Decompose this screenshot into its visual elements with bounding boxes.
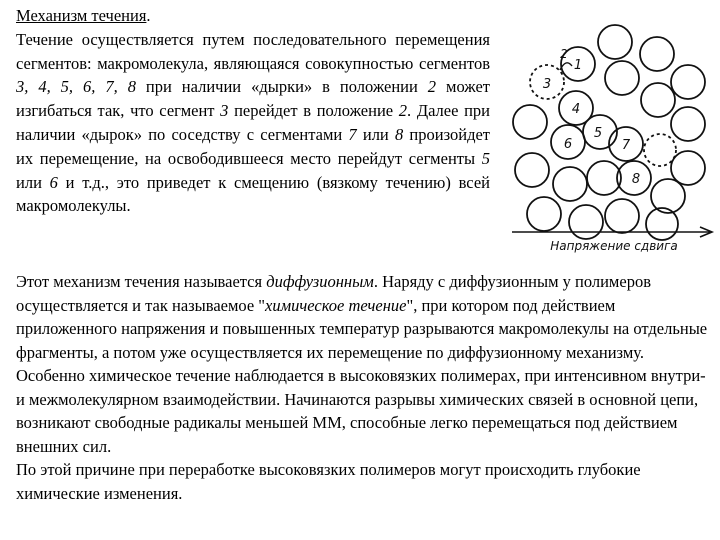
segment-label-4: 4 [571,102,581,117]
intro-text-7: и т.д., это приведет к смещению (вязкому течению) всей макромолекулы. [16,172,490,216]
segment-label-7: 7 [621,138,631,153]
intro-text-4: перейдет в положение [228,101,399,121]
segment-number: 5 [481,148,490,168]
segment-circle [587,161,621,195]
intro-text-3: может изгибаться так, что сегмент [16,77,491,121]
intro-text-2: при наличии «дырки» в положении [135,77,428,97]
intro-text-1: Течение осуществляется путем последовательного перемещения сегментов: макромолекула, являющаяся совокупностью сегментов [16,29,490,73]
main-text [16,270,716,505]
segment-diagram-svg [510,18,720,258]
segment-label-3: 3 [542,77,552,92]
segment-diagram [510,18,720,258]
paragraph-2: Особенно химическое течение наблюдается в высоковязких полимерах, при интенсивном внутри- и межмолекулярном взаимодействии. Начинаются разрывы химических связей в основной цепи, возникают свободные радикалы меньшей ММ, способные легко перемещаться под действием внешних сил. [16,366,706,456]
intro-text-6: произойдет их перемещение, на освободившееся место перейдут сегменты [16,124,491,168]
segment-numbers: 3, 4, 5, 6, 7, 8 [16,77,136,97]
segment-number: 3 [220,101,229,121]
intro-paragraph [16,4,490,218]
section-heading: Механизм течения [16,6,147,25]
term-chemical-flow: химическое течение [265,295,407,315]
intro-text-5: . Далее при наличии «дырок» по соседству с сегментами [16,101,490,144]
segment-label-8: 8 [631,172,641,187]
segment-circle [598,25,632,59]
segment-label-1: 1 [573,58,583,73]
segment-number: 8 [394,124,404,144]
segment-circle [527,197,561,231]
segment-label-6: 6 [563,137,573,152]
paragraph-1 [16,270,716,364]
p1-text-b: . Наряду с диффузионным у полимеров осуществляется и так называемое " [16,272,651,315]
segment-circle [605,61,639,95]
segment-circle [671,151,705,185]
segment-circle [640,37,674,71]
segment-number: 6 [49,172,58,192]
segment-circle [553,167,587,201]
segment-circle [515,153,549,187]
conjunction: или [16,172,50,192]
segment-circle [651,179,685,213]
segment-circle [605,199,639,233]
segment-circle [569,205,603,239]
paragraph-3: По этой причине при переработке высоковязких полимеров могут происходить глубокие химические изменения. [16,460,641,503]
p1-text-c: ", при котором под действием приложенного напряжения и повышенных температур разрываются макромолекулы на отдельные фрагменты, а потом уже осуществляется их перемещение по диффузионному механизму. [16,295,708,362]
segment-circle [671,65,705,99]
position-number: 2 [427,77,437,97]
intro-block [16,4,490,218]
segment-circle [641,83,675,117]
figure-caption: Напряжение сдвига [550,239,678,253]
segment-circle [513,105,547,139]
segment-label-2: 2 [560,47,568,61]
term-diffusion: диффузионным [266,272,374,291]
segment-number: 7 [348,124,357,144]
hole-circle [644,134,676,166]
segment-label-5: 5 [593,126,603,141]
heading-period: . [146,6,151,25]
p1-text-a: Этот механизм течения называется [16,272,267,291]
segment-circle [671,107,705,141]
conjunction: или [356,124,395,144]
position-number: 2 [398,101,408,121]
